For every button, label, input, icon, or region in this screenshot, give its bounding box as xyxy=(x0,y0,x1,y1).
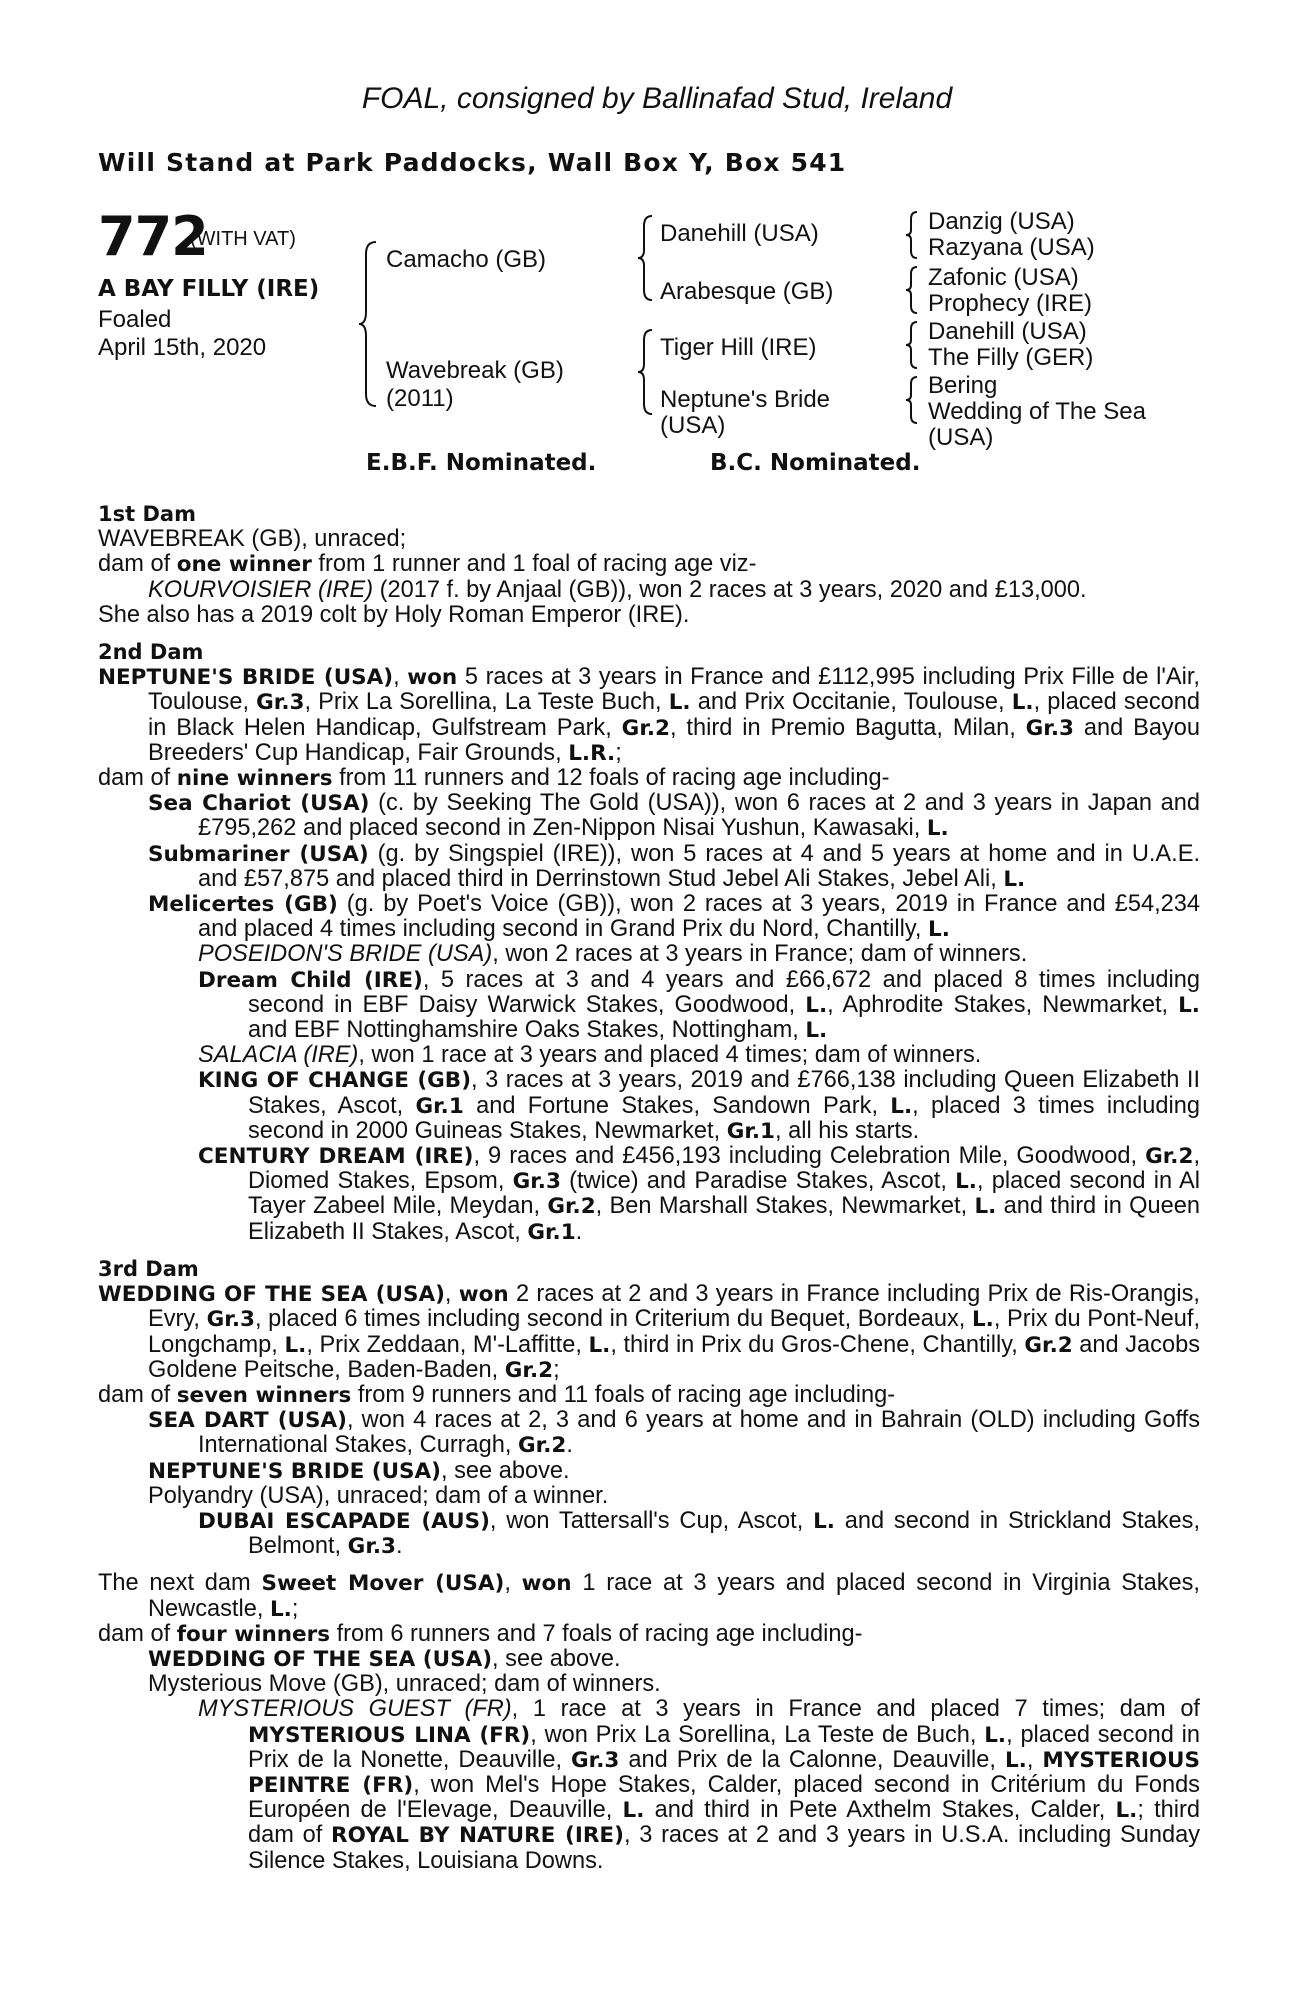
pedigree-paragraph: Sea Chariot (USA) (c. by Seeking The Gold (USA)), won 6 races at 2 and 3 years in Japan and £795,262 and placed second in Zen-Nippon Nisai Yushun, Kawasaki, L. xyxy=(148,790,1200,842)
section-heading: 1st Dam xyxy=(98,502,196,526)
pedigree-paragraph: dam of seven winners from 9 runners and 11 foals of racing age including- xyxy=(98,1381,896,1408)
pedigree-brace-dd xyxy=(904,375,920,425)
bc-nominated: B.C. Nominated. xyxy=(710,450,921,476)
pedigree-dam-year: (2011) xyxy=(386,385,454,412)
pedigree-paragraph: WEDDING OF THE SEA (USA), won 2 races at 2 and 3 years in France including Prix de Ris-Orangis, Evry, Gr.3, placed 6 times including second in Criterium du Bequet, Bordeaux, L., Prix du Pont-Neuf, Longchamp, L., Prix Zeddaan, M'-Laffitte, L., third in Prix du Gros-Chene, Chantilly, Gr.2 and Jacobs Goldene Peitsche, Baden-Baden, Gr.2; xyxy=(98,1281,1200,1383)
pedigree-paragraph: dam of one winner from 1 runner and 1 foal of racing age viz- xyxy=(98,551,757,578)
pedigree-dsd: The Filly (GER) xyxy=(928,344,1094,371)
pedigree-brace-sire xyxy=(636,214,656,304)
pedigree-paragraph: SEA DART (USA), won 4 races at 2, 3 and 6 years at home and in Bahrain (OLD) including Goffs International Stakes, Curragh, Gr.2. xyxy=(148,1407,1200,1459)
pedigree-sds: Zafonic (USA) xyxy=(928,264,1079,291)
pedigree-sire: Camacho (GB) xyxy=(386,246,547,273)
pedigree-sire-dam: Arabesque (GB) xyxy=(660,278,834,305)
pedigree-paragraph: She also has a 2019 colt by Holy Roman Emperor (IRE). xyxy=(98,601,690,628)
pedigree-paragraph: WEDDING OF THE SEA (USA), see above. xyxy=(148,1645,621,1672)
stand-location: Will Stand at Park Paddocks, Wall Box Y, Box 541 xyxy=(98,148,847,177)
pedigree-sire-sire: Danehill (USA) xyxy=(660,220,819,247)
pedigree-brace-dam xyxy=(636,328,656,418)
pedigree-paragraph: WAVEBREAK (GB), unraced; xyxy=(98,526,407,553)
pedigree-dam-dam: Neptune's Bride xyxy=(660,386,831,413)
pedigree-paragraph: Dream Child (IRE), 5 races at 3 and 4 years and £66,672 and placed 8 times including second in EBF Daisy Warwick Stakes, Goodwood, L., Aphrodite Stakes, Newmarket, L. and EBF Nottinghamshire Oaks Stakes, Nottingham, L. xyxy=(198,966,1200,1044)
foaled-label: Foaled xyxy=(98,306,172,333)
pedigree-ddd-suffix: (USA) xyxy=(928,424,994,451)
pedigree-paragraph: NEPTUNE'S BRIDE (USA), won 5 races at 3 years in France and £112,995 including Prix Fille de l'Air, Toulouse, Gr.3, Prix La Sorellina, La Teste Buch, L. and Prix Occitanie, Toulouse, L., placed second in Black Helen Handicap, Gulfstream Park, Gr.2, third in Premio Bagutta, Milan, Gr.3 and Bayou Breeders' Cup Handicap, Fair Grounds, L.R.; xyxy=(98,664,1200,766)
pedigree-paragraph: POSEIDON'S BRIDE (USA), won 2 races at 3 years in France; dam of winners. xyxy=(198,941,1028,968)
pedigree-brace-ss xyxy=(904,210,920,260)
horse-name: A BAY FILLY (IRE) xyxy=(98,276,320,302)
pedigree-paragraph: KING OF CHANGE (GB), 3 races at 3 years, 2019 and £766,138 including Queen Elizabeth II Stakes, Ascot, Gr.1 and Fortune Stakes, Sandown Park, L., placed 3 times including second in 2000 Guineas Stakes, Newmarket, Gr.1, all his starts. xyxy=(198,1067,1200,1144)
section-heading: 3rd Dam xyxy=(98,1256,199,1281)
pedigree-brace-ds xyxy=(904,320,920,370)
family-history xyxy=(98,502,1200,1874)
pedigree-dam-dam-suffix: (USA) xyxy=(660,412,726,439)
pedigree-brace-main xyxy=(356,240,380,410)
pedigree-paragraph: dam of nine winners from 11 runners and 12 foals of racing age including- xyxy=(98,765,890,792)
lot-number: 772 xyxy=(98,205,208,268)
pedigree-ddd: Wedding of The Sea xyxy=(928,398,1146,425)
pedigree-sdd: Prophecy (IRE) xyxy=(928,290,1093,317)
pedigree-dss: Danehill (USA) xyxy=(928,318,1087,345)
vat-note: (WITH VAT) xyxy=(190,228,296,250)
pedigree-paragraph: Submariner (USA) (g. by Singspiel (IRE)), won 5 races at 4 and 5 years at home and in U.A.E. and £57,875 and placed third in Derrinstown Stud Jebel Ali Stakes, Jebel Ali, L. xyxy=(148,840,1200,892)
pedigree-paragraph: NEPTUNE'S BRIDE (USA), see above. xyxy=(148,1457,570,1484)
pedigree-brace-sd xyxy=(904,265,920,315)
consignor-title: FOAL, consigned by Ballinafad Stud, Ireland xyxy=(361,82,953,115)
pedigree-paragraph: Mysterious Move (GB), unraced; dam of winners. xyxy=(148,1671,661,1698)
pedigree-paragraph: MYSTERIOUS GUEST (FR), 1 race at 3 years in France and placed 7 times; dam of MYSTERIOUS LINA (FR), won Prix La Sorellina, La Teste de Buch, L., placed second in Prix de la Nonette, Deauville, Gr.3 and Prix de la Calonne, Deauville, L., MYSTERIOUS PEINTRE (FR), won Mel's Hope Stakes, Calder, placed second in Critérium du Fonds Européen de l'Elevage, Deauville, L. and third in Pete Axthelm Stakes, Calder, L.; third dam of ROYAL BY NATURE (IRE), 3 races at 2 and 3 years in U.S.A. including Sunday Silence Stakes, Louisiana Downs. xyxy=(198,1696,1200,1874)
pedigree-paragraph: Polyandry (USA), unraced; dam of a winner. xyxy=(148,1482,609,1509)
section-gap xyxy=(98,628,1200,640)
pedigree-paragraph: Melicertes (GB) (g. by Poet's Voice (GB)), won 2 races at 3 years, 2019 in France and £54,234 and placed 4 times including second in Grand Prix du Nord, Chantilly, L. xyxy=(148,891,1200,943)
pedigree-dam-sire: Tiger Hill (IRE) xyxy=(660,334,817,361)
pedigree-paragraph: SALACIA (IRE), won 1 race at 3 years and placed 4 times; dam of winners. xyxy=(198,1042,982,1069)
ebf-nominated: E.B.F. Nominated. xyxy=(366,450,597,476)
pedigree-paragraph: dam of four winners from 6 runners and 7 foals of racing age including- xyxy=(98,1620,863,1647)
pedigree-ssd: Razyana (USA) xyxy=(928,234,1095,261)
pedigree-paragraph: KOURVOISIER (IRE) (2017 f. by Anjaal (GB)), won 2 races at 3 years, 2020 and £13,000. xyxy=(148,576,1087,603)
pedigree-dam: Wavebreak (GB) xyxy=(386,357,564,384)
pedigree-paragraph: The next dam Sweet Mover (USA), won 1 race at 3 years and placed second in Virginia Stakes, Newcastle, L.; xyxy=(98,1570,1200,1622)
pedigree-dds: Bering xyxy=(928,372,998,399)
pedigree-paragraph: DUBAI ESCAPADE (AUS), won Tattersall's Cup, Ascot, L. and second in Strickland Stakes, Belmont, Gr.3. xyxy=(198,1507,1201,1560)
section-heading: 2nd Dam xyxy=(98,640,204,665)
section-gap xyxy=(98,1245,1200,1257)
pedigree-paragraph: CENTURY DREAM (IRE), 9 races and £456,193 including Celebration Mile, Goodwood, Gr.2, Diomed Stakes, Epsom, Gr.3 (twice) and Paradise Stakes, Ascot, L., placed second in Al Tayer Zabeel Mile, Meydan, Gr.2, Ben Marshall Stakes, Newmarket, L. and third in Queen Elizabeth II Stakes, Ascot, Gr.1. xyxy=(198,1143,1201,1245)
foaled-date: April 15th, 2020 xyxy=(98,334,267,361)
pedigree-sss: Danzig (USA) xyxy=(928,208,1075,235)
